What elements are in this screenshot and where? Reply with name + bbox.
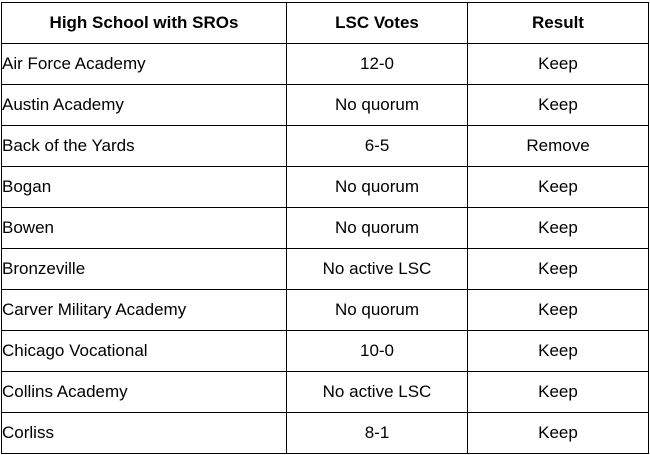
- votes-cell: No active LSC: [287, 249, 468, 290]
- result-cell: Keep: [468, 167, 649, 208]
- school-cell: Austin Academy: [2, 85, 287, 126]
- table-row: [2, 413, 649, 454]
- table-row: [2, 249, 649, 290]
- school-cell: Carver Military Academy: [2, 290, 287, 331]
- votes-cell: 6-5: [287, 126, 468, 167]
- school-cell: Chicago Vocational: [2, 331, 287, 372]
- result-cell: Keep: [468, 44, 649, 85]
- votes-cell: No quorum: [287, 85, 468, 126]
- votes-cell: 8-1: [287, 413, 468, 454]
- table-body: [2, 44, 649, 454]
- school-cell: Back of the Yards: [2, 126, 287, 167]
- result-cell: Keep: [468, 413, 649, 454]
- result-cell: Keep: [468, 85, 649, 126]
- school-cell: Bronzeville: [2, 249, 287, 290]
- table-row: [2, 85, 649, 126]
- school-cell: Bowen: [2, 208, 287, 249]
- school-cell: Air Force Academy: [2, 44, 287, 85]
- table-header: [2, 3, 649, 44]
- table-row: [2, 44, 649, 85]
- header-row: [2, 3, 649, 44]
- result-cell: Keep: [468, 208, 649, 249]
- votes-cell: 12-0: [287, 44, 468, 85]
- table-row: [2, 290, 649, 331]
- result-cell: Keep: [468, 290, 649, 331]
- votes-cell: No quorum: [287, 208, 468, 249]
- votes-cell: 10-0: [287, 331, 468, 372]
- result-cell: Keep: [468, 249, 649, 290]
- school-cell: Corliss: [2, 413, 287, 454]
- table-row: [2, 372, 649, 413]
- header-school: High School with SROs: [2, 3, 287, 44]
- school-cell: Bogan: [2, 167, 287, 208]
- table-row: [2, 208, 649, 249]
- result-cell: Keep: [468, 372, 649, 413]
- votes-cell: No active LSC: [287, 372, 468, 413]
- table-row: [2, 167, 649, 208]
- table-row: [2, 126, 649, 167]
- votes-cell: No quorum: [287, 290, 468, 331]
- votes-cell: No quorum: [287, 167, 468, 208]
- header-result: Result: [468, 3, 649, 44]
- header-votes: LSC Votes: [287, 3, 468, 44]
- result-cell: Remove: [468, 126, 649, 167]
- result-cell: Keep: [468, 331, 649, 372]
- school-cell: Collins Academy: [2, 372, 287, 413]
- sro-votes-table: [1, 2, 649, 454]
- table-row: [2, 331, 649, 372]
